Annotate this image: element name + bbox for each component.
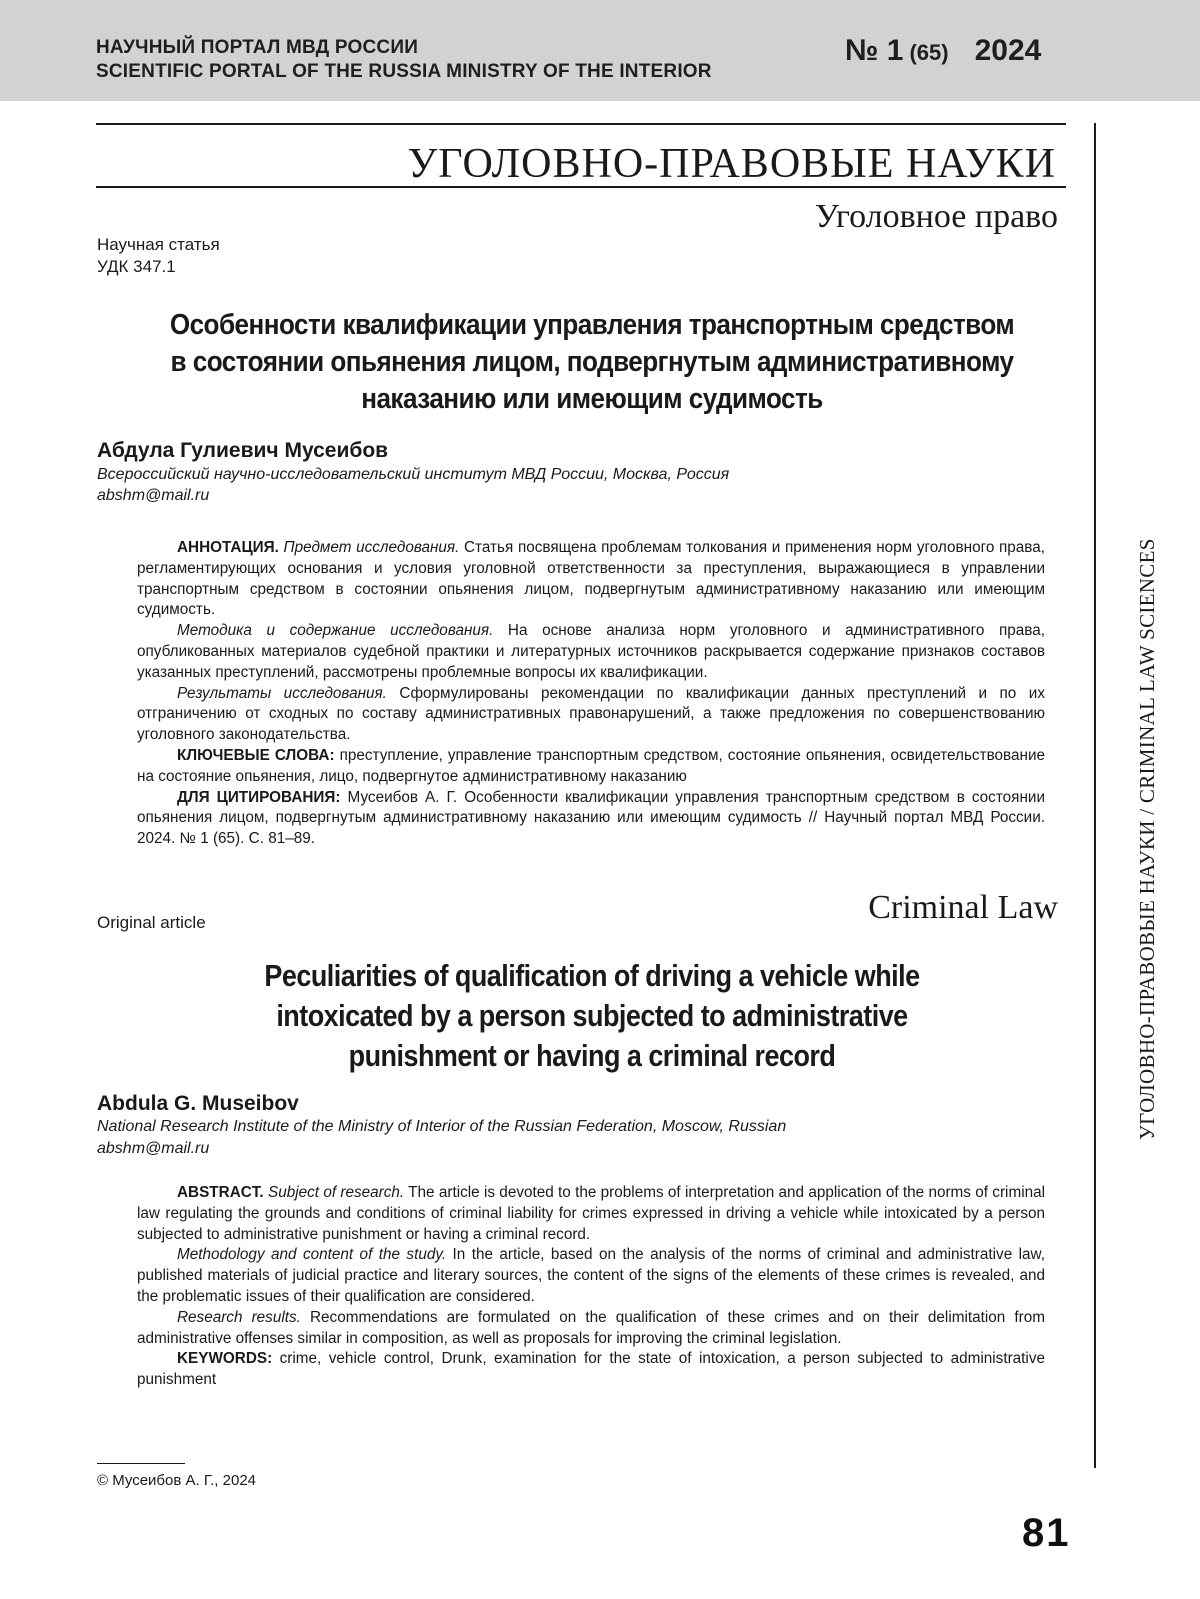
abstract-label: ABSTRACT. (177, 1184, 264, 1201)
results-text: Сформулированы рекомендации по квалификации данных преступлений и по их отграничению от сходных по составу административных правонарушений, а также предложения по совершенствованию уголовного законодательства. (137, 685, 1045, 744)
side-vertical-rule (1094, 123, 1096, 1468)
issue-total: (65) (909, 40, 948, 65)
annotation-subject (137, 538, 1045, 621)
annotation-results (137, 684, 1045, 746)
section-top-rule (96, 123, 1066, 125)
abstract-en (137, 1183, 1045, 1391)
results-label: Результаты исследования. (177, 685, 387, 702)
affiliation-ru: Всероссийский научно-исследовательский институт МВД России, Москва, Россия (97, 466, 729, 484)
author-name-en: Abdula G. Museibov (97, 1092, 299, 1116)
annotation-keywords (137, 746, 1045, 788)
article-title-ru (147, 307, 1038, 418)
title-line: наказанию или имеющим судимость (147, 381, 1038, 418)
subsection-title-ru: Уголовное право (815, 198, 1058, 236)
side-running-head: УГОЛОВНО-ПРАВОВЫЕ НАУКИ / CRIMINAL LAW SCIENCES (1135, 538, 1160, 1140)
article-type-ru: Научная статья (97, 235, 220, 255)
method-label: Методика и содержание исследования. (177, 622, 493, 639)
annotation-citation (137, 788, 1045, 850)
annotation-ru (137, 538, 1045, 850)
author-email-ru[interactable]: abshm@mail.ru (97, 487, 209, 505)
article-title-en (161, 956, 1022, 1076)
citation-label: ДЛЯ ЦИТИРОВАНИЯ: (177, 789, 341, 806)
results-text: Recommendations are formulated on the qualification of these crimes and on their delimitation from administrative offenses similar in composition, as well as proposals for improving the criminal legislation. (137, 1309, 1045, 1347)
title-line: intoxicated by a person subjected to administrative (161, 996, 1022, 1036)
copyright-note: © Мусеибов А. Г., 2024 (97, 1472, 256, 1489)
section-title: УГОЛОВНО-ПРАВОВЫЕ НАУКИ (407, 140, 1056, 188)
footnote-rule (97, 1463, 185, 1464)
citation-text: Мусеибов А. Г. Особенности квалификации управления транспортным средством в состоянии опьянения лицом, подвергнутым административному наказанию или имеющим судимость // Научный портал МВД России. 2024. № 1 (65). С. 81–89. (137, 789, 1045, 848)
journal-name-ru: НАУЧНЫЙ ПОРТАЛ МВД РОССИИ (96, 37, 418, 59)
keywords-text: преступление, управление транспортным средством, состояние опьянения, освидетельствование на состояние опьянения, лицо, подвергнутое административному наказанию (137, 747, 1045, 785)
subject-text: The article is devoted to the problems of interpretation and application of the norms of criminal law regulating the grounds and conditions of criminal liability for crimes expressed in driving a vehicle while intoxicated by a person subjected to administrative punishment or having a criminal record. (137, 1184, 1045, 1243)
page-number: 81 (1022, 1511, 1071, 1556)
abstract-method (137, 1245, 1045, 1307)
udc-code: УДК 347.1 (97, 257, 176, 277)
title-line: Peculiarities of qualification of driving a vehicle while (161, 956, 1022, 996)
issue-info (845, 34, 1041, 68)
abstract-subject (137, 1183, 1045, 1245)
abstract-keywords (137, 1349, 1045, 1391)
author-name-ru: Абдула Гулиевич Мусеибов (97, 439, 388, 463)
keywords-label: KEYWORDS: (177, 1350, 272, 1367)
keywords-label: КЛЮЧЕВЫЕ СЛОВА: (177, 747, 335, 764)
journal-name-en: SCIENTIFIC PORTAL OF THE RUSSIA MINISTRY OF THE INTERIOR (96, 61, 712, 83)
method-text: На основе анализа норм уголовного и административного права, опубликованных материалов судебной практики и литературных источников раскрывается содержание признаков составов указанных преступлений, рассмотрены проблемные вопросы их квалификации. (137, 622, 1045, 681)
affiliation-en: National Research Institute of the Ministry of Interior of the Russian Federation, Moscow, Russian (97, 1118, 786, 1136)
issue-year: 2024 (975, 34, 1042, 67)
title-line: Особенности квалификации управления транспортным средством (147, 307, 1038, 344)
subject-label: Subject of research. (268, 1184, 404, 1201)
abstract-results (137, 1308, 1045, 1350)
method-text: In the article, based on the analysis of the norms of criminal and administrative law, published materials of judicial practice and literary sources, the content of the signs of the elements of these crimes is revealed, and the problematic issues of their qualification are considered. (137, 1246, 1045, 1305)
method-label: Methodology and content of the study. (177, 1246, 446, 1263)
article-type-en: Original article (97, 913, 206, 933)
issue-number: № 1 (845, 34, 903, 67)
annotation-label: АННОТАЦИЯ. (177, 539, 279, 556)
journal-header (0, 0, 1200, 101)
keywords-text: crime, vehicle control, Drunk, examination for the state of intoxication, a person subjected to administrative punishment (137, 1350, 1045, 1388)
title-line: punishment or having a criminal record (161, 1036, 1022, 1076)
annotation-method (137, 621, 1045, 683)
subject-label: Предмет исследования. (284, 539, 460, 556)
subject-text: Статья посвящена проблемам толкования и применения норм уголовного права, регламентирующих основания и условия уголовной ответственности за преступления, выражающиеся в управлении транспортным средством в состоянии опьянения лицом, подвергнутым административному наказанию или имеющим судимость. (137, 539, 1045, 618)
results-label: Research results. (177, 1309, 301, 1326)
subsection-title-en: Criminal Law (868, 889, 1058, 927)
title-line: в состоянии опьянения лицом, подвергнутым административному (147, 344, 1038, 381)
section-bottom-rule (96, 186, 1066, 188)
author-email-en[interactable]: abshm@mail.ru (97, 1140, 209, 1158)
